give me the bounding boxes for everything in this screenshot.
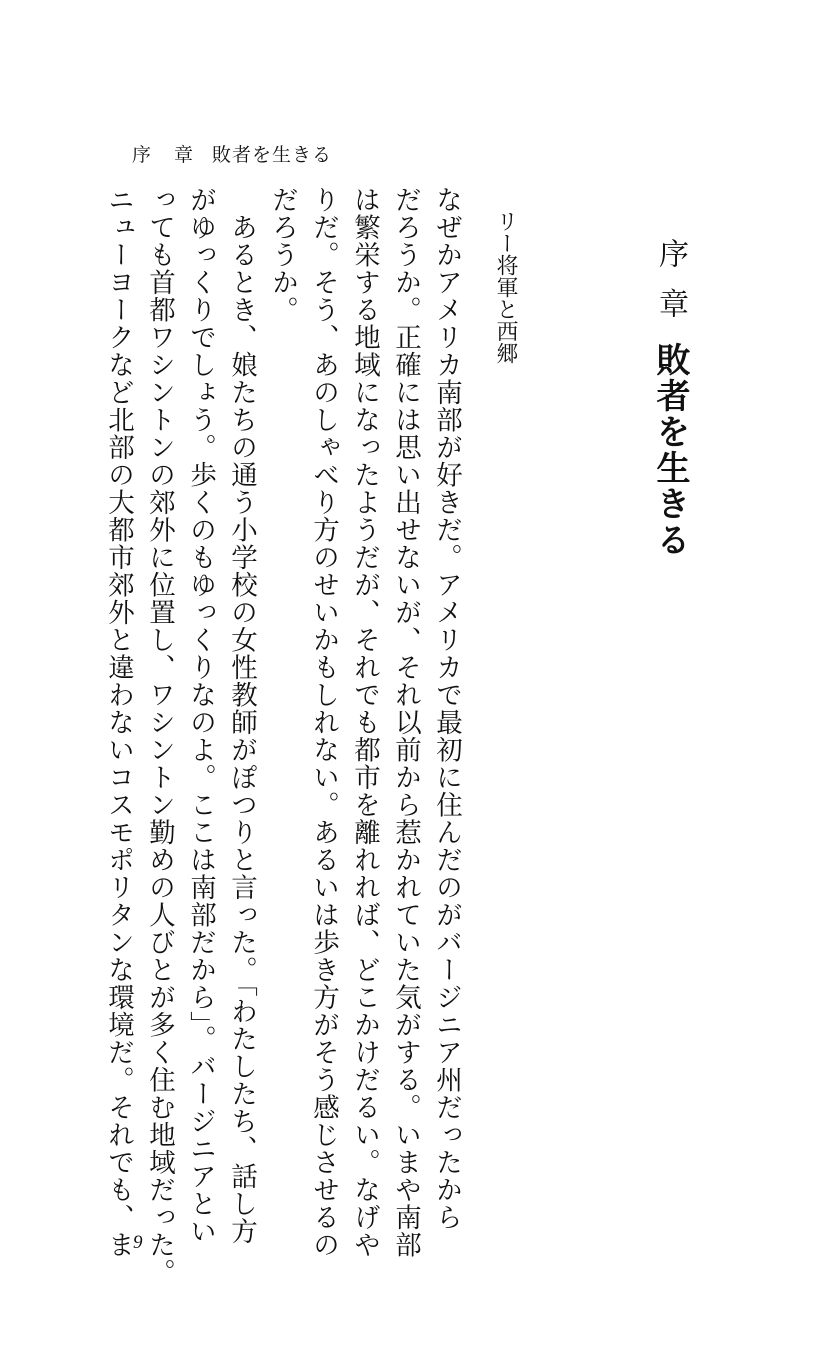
body-line: あるとき、娘たちの通う小学校の女性教師がぽつりと言った。「わたしたち、話し方 (226, 186, 257, 1246)
body-text (103, 186, 467, 1286)
body-line: がゆっくりでしょう。歩くのもゆっくりなのよ。ここは南部だから」。バージニアとい (185, 186, 216, 1246)
chapter-title: 敗者を生きる (650, 342, 690, 558)
chapter-label: 序章 (653, 238, 688, 338)
body-line: っても首都ワシントンの郊外に位置し、ワシントン勤めの人びとが多く住む地域だった。 (144, 186, 175, 1286)
body-line: なぜかアメリカ南部が好きだ。アメリカで最初に住んだのがバージニア州だったから (431, 186, 462, 1231)
running-header-title: 敗者を生きる (212, 144, 333, 166)
body-line: だろうか。正確には思い出せないが、それ以前から惹かれていた気がする。いまや南部 (390, 186, 421, 1259)
body-line: は繁栄する地域になったようだが、それでも都市を離れれば、どこかけだるい。なげや (349, 186, 380, 1259)
body-line: だろうか。 (267, 186, 298, 324)
body-line: りだ。そう、あのしゃべり方のせいかもしれない。あるいは歩き方がそう感じさせるの (308, 186, 339, 1259)
section-heading: リー将軍と西郷 (493, 210, 518, 364)
running-header-chapter: 序 (132, 144, 153, 166)
running-header (132, 140, 332, 167)
running-header-chapter-word: 章 (174, 144, 195, 166)
page-number: 9 (133, 1232, 143, 1253)
body-line: ニューヨークなど北部の大都市郊外と違わないコスモポリタンな環境だ。それでも、ま (103, 186, 134, 1259)
